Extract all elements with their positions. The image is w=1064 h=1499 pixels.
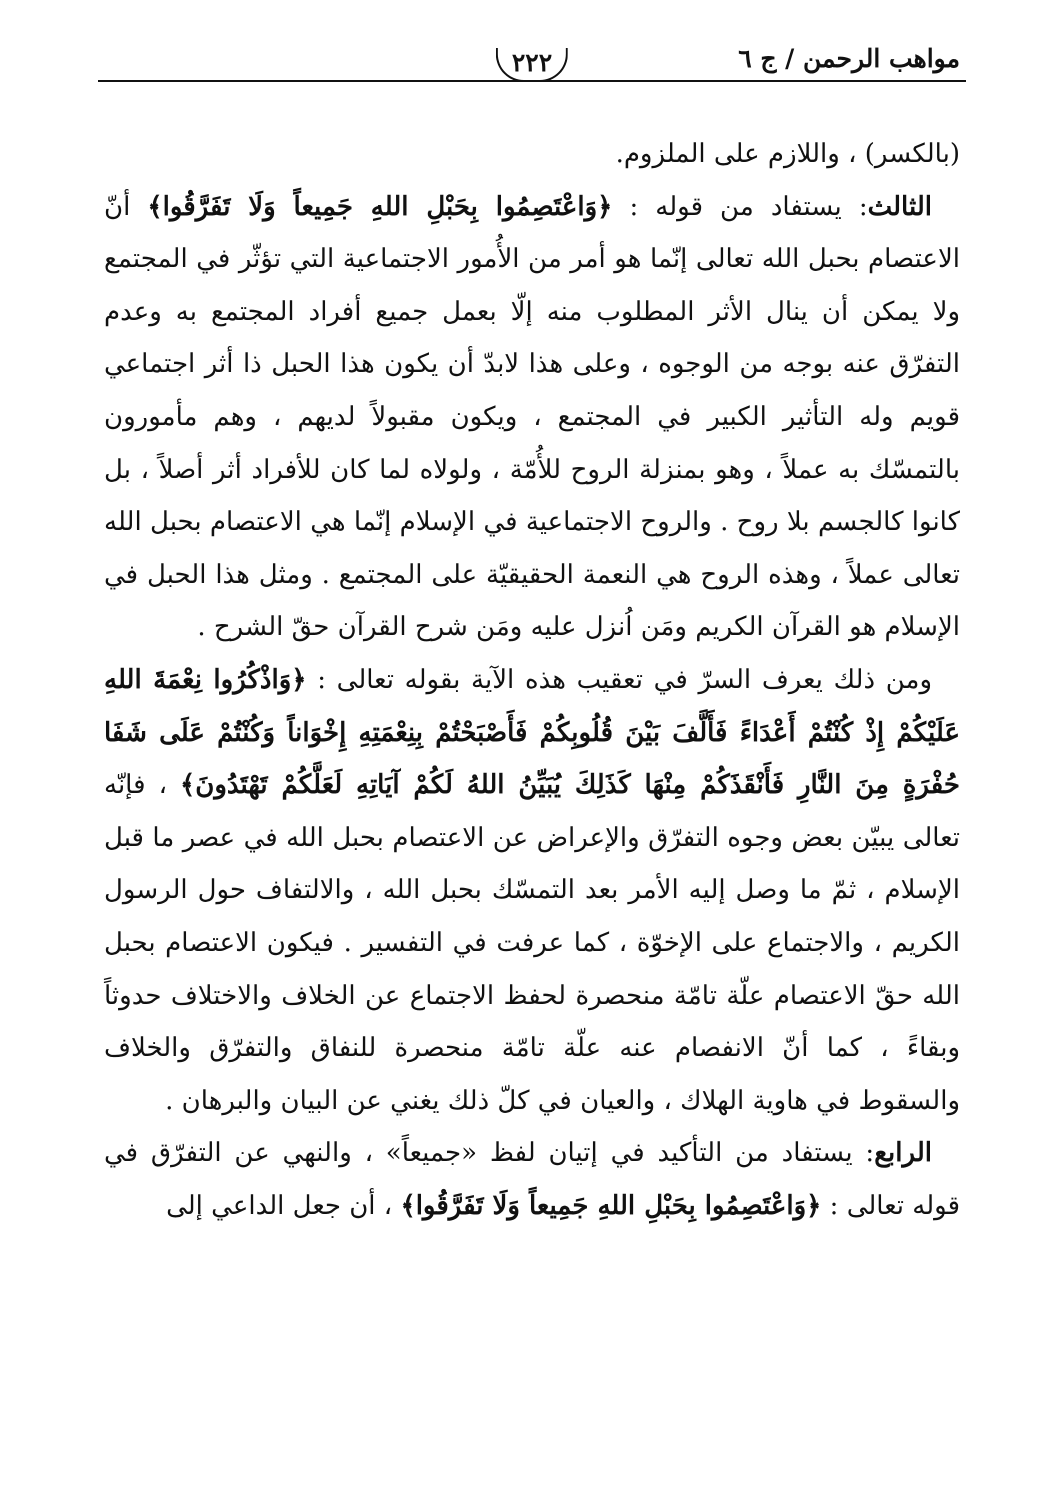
paragraph-text: ، أن جعل الداعي إلى [166, 1190, 401, 1221]
page-header [98, 38, 966, 86]
page-body [104, 128, 960, 1232]
paragraph-lead: الثالث [867, 191, 932, 222]
paragraph-lead: الرابع [874, 1138, 932, 1169]
quran-verse: ﴿وَاعْتَصِمُوا بِحَبْلِ اللهِ جَمِيعاً وَلَا تَفَرَّقُوا﴾ [147, 191, 613, 222]
paragraph-fourth-point [104, 1127, 960, 1232]
paragraph-explanation [104, 654, 960, 1127]
paragraph-text: أنّ الاعتصام بحبل الله تعالى إنّما هو أمر من الأُمور الاجتماعية التي تؤثّر في المجتمع ولا يمكن أن ينال الأثر المطلوب منه إلّا بعمل جميع أفراد المجتمع به وعدم التفرّق عنه بوجه من الوجوه ، وعلى هذا لابدّ أن يكون هذا الحبل ذا أثر اجتماعي قويم وله التأثير الكبير في المجتمع ، ويكون مقبولاً لديهم ، وهم مأمورون بالتمسّك به عملاً ، وهو بمنزلة الروح للأُمّة ، ولولاه لما كان للأفراد أثر أصلاً ، بل كانوا كالجسم بلا روح . والروح الاجتماعية في الإسلام إنّما هي الاعتصام بحبل الله تعالى عملاً ، وهذه الروح هي النعمة الحقيقيّة على المجتمع . ومثل هذا الحبل في الإسلام هو القرآن الكريم ومَن اُنزل عليه ومَن شرح القرآن حقّ الشرح . [104, 191, 960, 643]
paragraph-continuation [104, 128, 960, 181]
paragraph-text: ومن ذلك يعرف السرّ في تعقيب هذه الآية بقوله تعالى : [306, 664, 932, 695]
paragraph-text: : يستفاد من التأكيد في إتيان لفظ «جميعاً» ، والنهي عن التفرّق في قوله تعالى : [104, 1138, 960, 1221]
quran-verse: ﴿وَاعْتَصِمُوا بِحَبْلِ اللهِ جَمِيعاً وَلَا تَفَرَّقُوا﴾ [400, 1190, 822, 1221]
running-title: مواهب الرحمن / ج ٦ [738, 44, 960, 73]
quran-verse: ﴿وَاذْكُرُوا نِعْمَةَ اللهِ عَلَيْكُمْ إِذْ كُنْتُمْ أَعْدَاءً فَأَلَّفَ بَيْنَ قُلُوبِكُمْ فَأَصْبَحْتُمْ بِنِعْمَتِهِ إِخْوَاناً وَكُنْتُمْ عَلَى شَفَا حُفْرَةٍ مِنَ النَّارِ فَأَنْقَذَكُمْ مِنْهَا كَذَلِكَ يُبَيِّنُ اللهُ لَكُمْ آيَاتِهِ لَعَلَّكُمْ تَهْتَدُونَ﴾ [104, 664, 960, 801]
paragraph-text: (بالكسر) ، واللازم على الملزوم. [615, 139, 960, 169]
paragraph-text: : يستفاد من قوله : [612, 191, 868, 222]
paragraph-text: ، فإنّه تعالى يبيّن بعض وجوه التفرّق والإعراض عن الاعتصام بحبل الله في عصر ما قبل الإسلام ، ثمّ ما وصل إليه الأمر بعد التمسّك بحبل الله ، والالتفاف حول الرسول الكريم ، والاجتماع على الإخوّة ، كما عرفت في التفسير . فيكون الاعتصام بحبل الله حقّ الاعتصام علّة تامّة منحصرة لحفظ الاجتماع عن الخلاف والاختلاف حدوثاً وبقاءً ، كما أنّ الانفصام عنه علّة تامّة منحصرة للنفاق والتفرّق والخلاف والسقوط في هاوية الهلاك ، والعيان في كلّ ذلك يغني عن البيان والبرهان . [104, 770, 960, 1116]
paragraph-third-point [104, 181, 960, 654]
page-number: ٢٢٢ [496, 48, 568, 82]
